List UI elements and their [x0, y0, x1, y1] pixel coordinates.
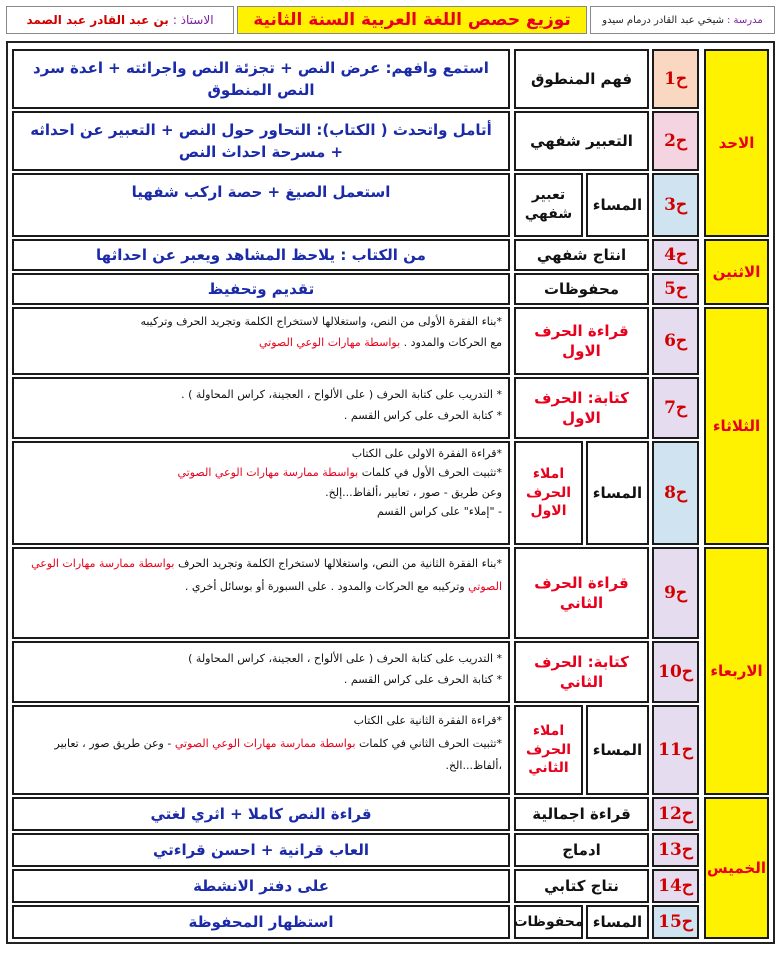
- session-number: ح9: [652, 547, 699, 639]
- teacher-label: الاستاذ :: [172, 13, 214, 27]
- session-activity: [12, 705, 510, 795]
- activity-line: *قراءة الفقرة الاولى على الكتاب: [351, 447, 502, 460]
- teacher-name: بن عبد القادر عبد الصمد: [26, 13, 169, 27]
- session-subject: نتاج كتابي: [514, 869, 649, 903]
- activity-text: وتركيبه مع الحركات والمدود . على السبورة أو بوسائل أخري .: [184, 580, 465, 594]
- day-sunday: الاحد: [704, 49, 769, 237]
- activity-line: [20, 333, 502, 354]
- activity-line: [20, 733, 502, 778]
- school-label: مدرسة :: [726, 14, 763, 26]
- session-number: ح7: [652, 377, 699, 439]
- session-activity: من الكتاب : يلاحظ المشاهد ويعبر عن احداثها: [12, 239, 510, 271]
- day-wednesday: الاربعاء: [704, 547, 769, 795]
- session-number: ح13: [652, 833, 699, 867]
- session-number: ح11: [652, 705, 699, 795]
- session-subject: التعبير شفهي: [514, 111, 649, 171]
- session-number: ح3: [652, 173, 699, 237]
- schedule-table: [6, 41, 775, 944]
- activity-text: مع الحركات والمدود .: [403, 335, 502, 349]
- session-activity: استظهار المحفوظة: [12, 905, 510, 939]
- activity-line: *قراءة الفقرة الثانية على الكتاب: [353, 714, 502, 727]
- session-number: ح15: [652, 905, 699, 939]
- evening-label: المساء: [586, 905, 649, 939]
- school-cell: [590, 6, 775, 34]
- session-number: ح8: [652, 441, 699, 545]
- session-number: ح1: [652, 49, 699, 109]
- session-number: ح6: [652, 307, 699, 375]
- evening-label: المساء: [586, 173, 649, 237]
- session-activity: تقديم وتحفيظ: [12, 273, 510, 305]
- session-activity: استمع وافهم: عرض النص + تجزئة النص واجرائته + اعدة سرد النص المنطوق: [12, 49, 510, 109]
- activity-highlight: بواسطة ممارسة مهارات الوعي الصوتي: [174, 736, 356, 750]
- evening-label: المساء: [586, 441, 649, 545]
- activity-line: * التدريب على كتابة الحرف ( على الألواح ، العجينة، كراس المحاولة ): [188, 652, 502, 665]
- session-subject: تعبير شفهي: [514, 173, 583, 237]
- session-subject: املاء الحرف الاول: [514, 441, 583, 545]
- session-activity: [12, 441, 510, 545]
- teacher-cell: [6, 6, 234, 34]
- session-subject: قراءة اجمالية: [514, 797, 649, 831]
- session-number: ح10: [652, 641, 699, 703]
- session-subject: محفوظات: [514, 273, 649, 305]
- activity-text: - وعن طريق صور ، تعابير ،ألفاظ...الخ.: [54, 736, 502, 773]
- activity-highlight: بواسطة ممارسة مهارات الوعي الصوتي: [177, 466, 359, 480]
- session-subject: انتاج شفهي: [514, 239, 649, 271]
- activity-line: - "إملاء" على كراس القسم: [376, 504, 502, 518]
- page-header: [6, 6, 775, 34]
- activity-line: * التدريب على كتابة الحرف ( على الألواح ، العجينة، كراس المحاولة ) .: [181, 388, 502, 401]
- session-number: ح5: [652, 273, 699, 305]
- session-number: ح2: [652, 111, 699, 171]
- activity-text: *تثبيت الحرف الأول في كلمات: [361, 466, 502, 480]
- session-number: ح4: [652, 239, 699, 271]
- activity-highlight: ممارسة مهارات الوعي الصوتي: [31, 557, 502, 594]
- activity-highlight: بواسطة: [138, 557, 175, 570]
- session-activity: قراءة النص كاملا + اثري لغتي: [12, 797, 510, 831]
- session-activity: على دفتر الانشطة: [12, 869, 510, 903]
- session-subject: فهم المنطوق: [514, 49, 649, 109]
- activity-text: *تثبيت الحرف الثاني في كلمات: [359, 736, 502, 750]
- session-activity: أتامل واتحدث ( الكتاب): التحاور حول النص + التعبير عن احداثه + مسرحة احداث النص: [12, 111, 510, 171]
- day-thursday: الخميس: [704, 797, 769, 939]
- activity-highlight: بواسطة مهارات الوعي الصوتي: [259, 335, 401, 349]
- session-activity: [12, 307, 510, 375]
- session-subject: ادماج: [514, 833, 649, 867]
- session-activity: العاب قرانية + احسن قراءتي: [12, 833, 510, 867]
- session-activity: [12, 547, 510, 639]
- session-subject: محفوظات: [514, 905, 583, 939]
- school-name: شيخي عبد القادر درمام سيدو: [602, 14, 724, 26]
- session-activity: [12, 641, 510, 703]
- session-subject: كتابة: الحرف الاول: [514, 377, 649, 439]
- session-activity: استعمل الصيغ + حصة اركب شفهيا: [12, 173, 510, 237]
- activity-line: * كتابة الحرف على كراس القسم .: [343, 408, 502, 422]
- day-monday: الاثنين: [704, 239, 769, 305]
- session-subject: قراءة الحرف الثاني: [514, 547, 649, 639]
- session-number: ح14: [652, 869, 699, 903]
- session-subject: املاء الحرف الثاني: [514, 705, 583, 795]
- activity-line: وعن طريق - صور ، تعابير ،ألفاظ...إلخ.: [325, 485, 502, 499]
- page-title: توزيع حصص اللغة العربية السنة الثانية: [237, 6, 587, 34]
- activity-line: [20, 463, 502, 482]
- activity-line: * كتابة الحرف على كراس القسم .: [343, 672, 502, 686]
- session-subject: قراءة الحرف الاول: [514, 307, 649, 375]
- activity-line: *بناء الفقرة الأولى من النص، واستغلالها لاستخراج الكلمة وتجريد الحرف وتركيبه: [140, 315, 502, 328]
- activity-text: *بناء الفقرة الثانية من النص، واستغلالها لاستخراج الكلمة وتجريد الحرف: [177, 557, 502, 570]
- session-activity: [12, 377, 510, 439]
- session-subject: كتابة: الحرف الثاني: [514, 641, 649, 703]
- session-number: ح12: [652, 797, 699, 831]
- evening-label: المساء: [586, 705, 649, 795]
- day-tuesday: الثلاثاء: [704, 307, 769, 545]
